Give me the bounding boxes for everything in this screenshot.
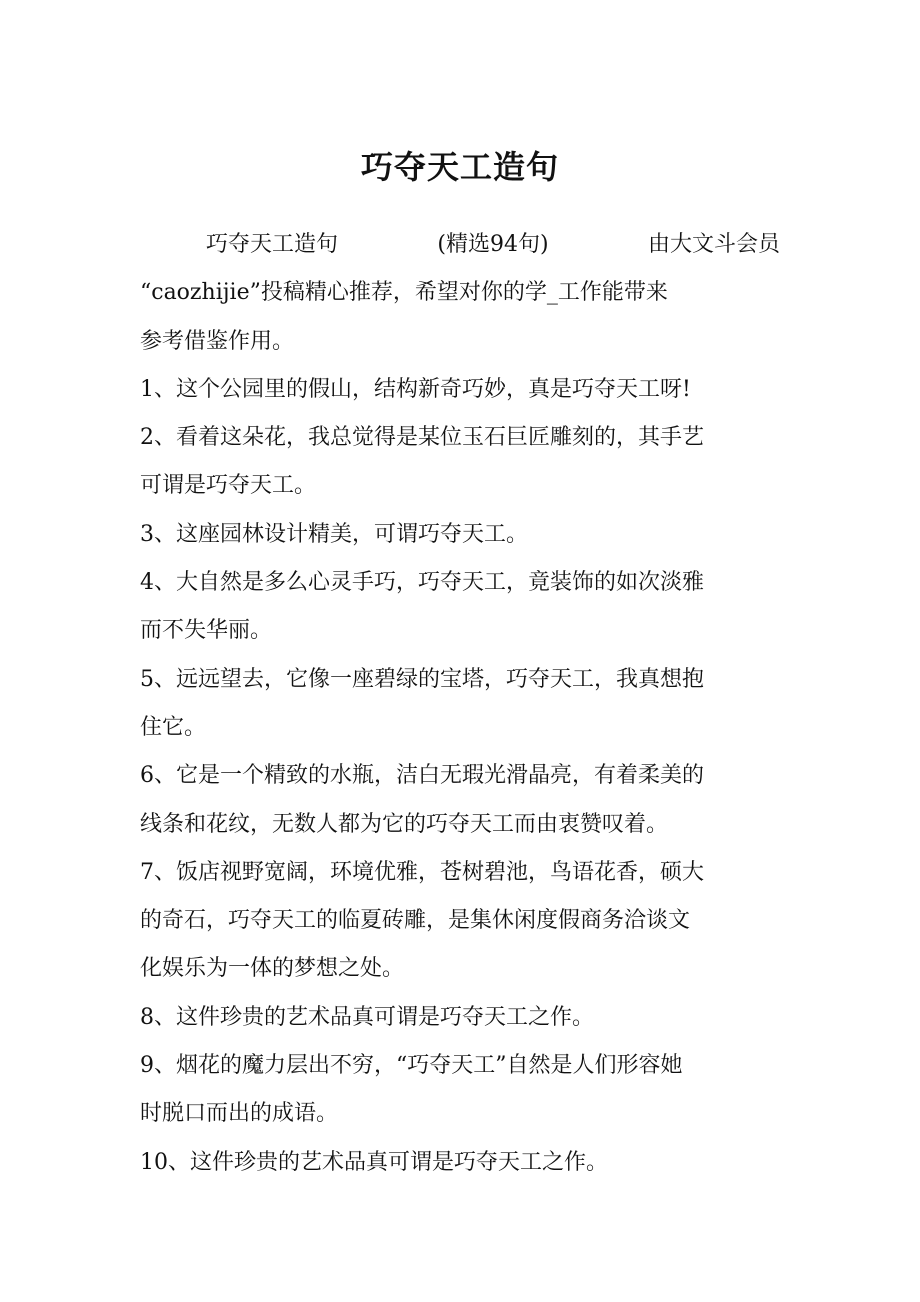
intro-contributor-text: 由大文斗会员 xyxy=(647,232,780,257)
page-title: 巧夺天工造句 xyxy=(360,148,559,186)
text-line: 3、这座园林设计精美，可谓巧夺天工。 xyxy=(140,521,528,547)
text-line: 而不失华丽。 xyxy=(140,618,273,644)
text-line: 8、这件珍贵的艺术品真可谓是巧夺天工之作。 xyxy=(140,1004,594,1030)
text-line: 7、饭店视野宽阔，环境优雅，苍树碧池，鸟语花香，硕大 xyxy=(140,859,704,885)
text-line: 1、这个公园里的假山，结构新奇巧妙，真是巧夺天工呀! xyxy=(140,376,691,402)
text-line: 6、它是一个精致的水瓶，洁白无瑕光滑晶亮，有着柔美的 xyxy=(140,763,704,789)
text-line: 9、烟花的魔力层出不穷，“巧夺天工”自然是人们形容她 xyxy=(140,1053,683,1079)
text-line: 住它。 xyxy=(140,714,207,740)
text-line: 10、这件珍贵的艺术品真可谓是巧夺天工之作。 xyxy=(140,1149,608,1175)
document-body xyxy=(140,221,780,1187)
text-line: 化娱乐为一体的梦想之处。 xyxy=(140,956,405,982)
text-line: 的奇石，巧夺天工的临夏砖雕，是集休闲度假商务洽谈文 xyxy=(140,908,691,934)
text-line: 4、大自然是多么心灵手巧，巧夺天工，竟装饰的如次淡雅 xyxy=(140,570,704,596)
intro-line-1 xyxy=(140,221,780,269)
text-line: 线条和花纹，无数人都为它的巧夺天工而由衷赞叹着。 xyxy=(140,811,669,837)
text-line: 时脱口而出的成语。 xyxy=(140,1101,339,1127)
intro-line-3: 参考借鉴作用。 xyxy=(140,328,295,354)
intro-count-text: (精选94句) xyxy=(437,232,549,257)
intro-line-2: “caozhijie”投稿精心推荐，希望对你的学_工作能带来 xyxy=(140,280,668,306)
intro-title-text: 巧夺天工造句 xyxy=(206,232,339,257)
text-line: 5、远远望去，它像一座碧绿的宝塔，巧夺天工，我真想抱 xyxy=(140,666,704,692)
text-line: 2、看着这朵花，我总觉得是某位玉石巨匠雕刻的，其手艺 xyxy=(140,425,704,451)
text-line: 可谓是巧夺天工。 xyxy=(140,473,317,499)
